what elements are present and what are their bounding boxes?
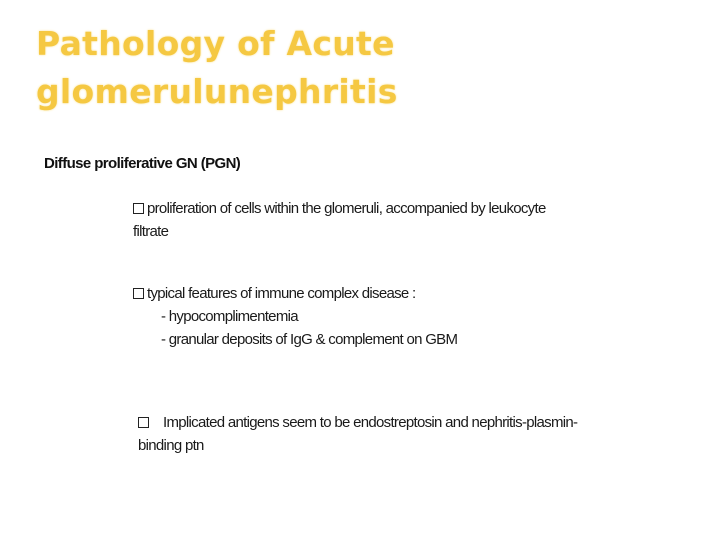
bullet-1-line-1: proliferation of cells within the glomeruli, accompanied by leukocyte	[147, 200, 546, 217]
bullet-2-text: typical features of immune complex disease :	[147, 285, 416, 302]
bullet-proliferation	[133, 197, 603, 243]
bullet-1-line-2: filtrate	[133, 223, 169, 240]
bullet-immune-complex	[133, 282, 573, 351]
checkbox-bullet-icon	[133, 203, 144, 214]
checkbox-bullet-icon	[138, 417, 149, 428]
title-line-2: glomerulunephritis	[36, 72, 398, 111]
title-line-1: Pathology of Acute	[36, 24, 395, 63]
section-heading: Diffuse proliferative GN (PGN)	[44, 155, 241, 172]
checkbox-bullet-icon	[133, 288, 144, 299]
slide-title	[36, 20, 398, 116]
bullet-3-line-1: Implicated antigens seem to be endostreptosin and nephritis-plasmin-	[163, 414, 578, 431]
sub-bullet-hypocomplimentemia: - hypocomplimentemia	[161, 308, 298, 325]
bullet-implicated-antigens	[138, 411, 658, 457]
sub-bullet-granular-deposits: - granular deposits of IgG & complement on GBM	[161, 331, 458, 348]
bullet-3-line-2: binding ptn	[138, 437, 204, 454]
